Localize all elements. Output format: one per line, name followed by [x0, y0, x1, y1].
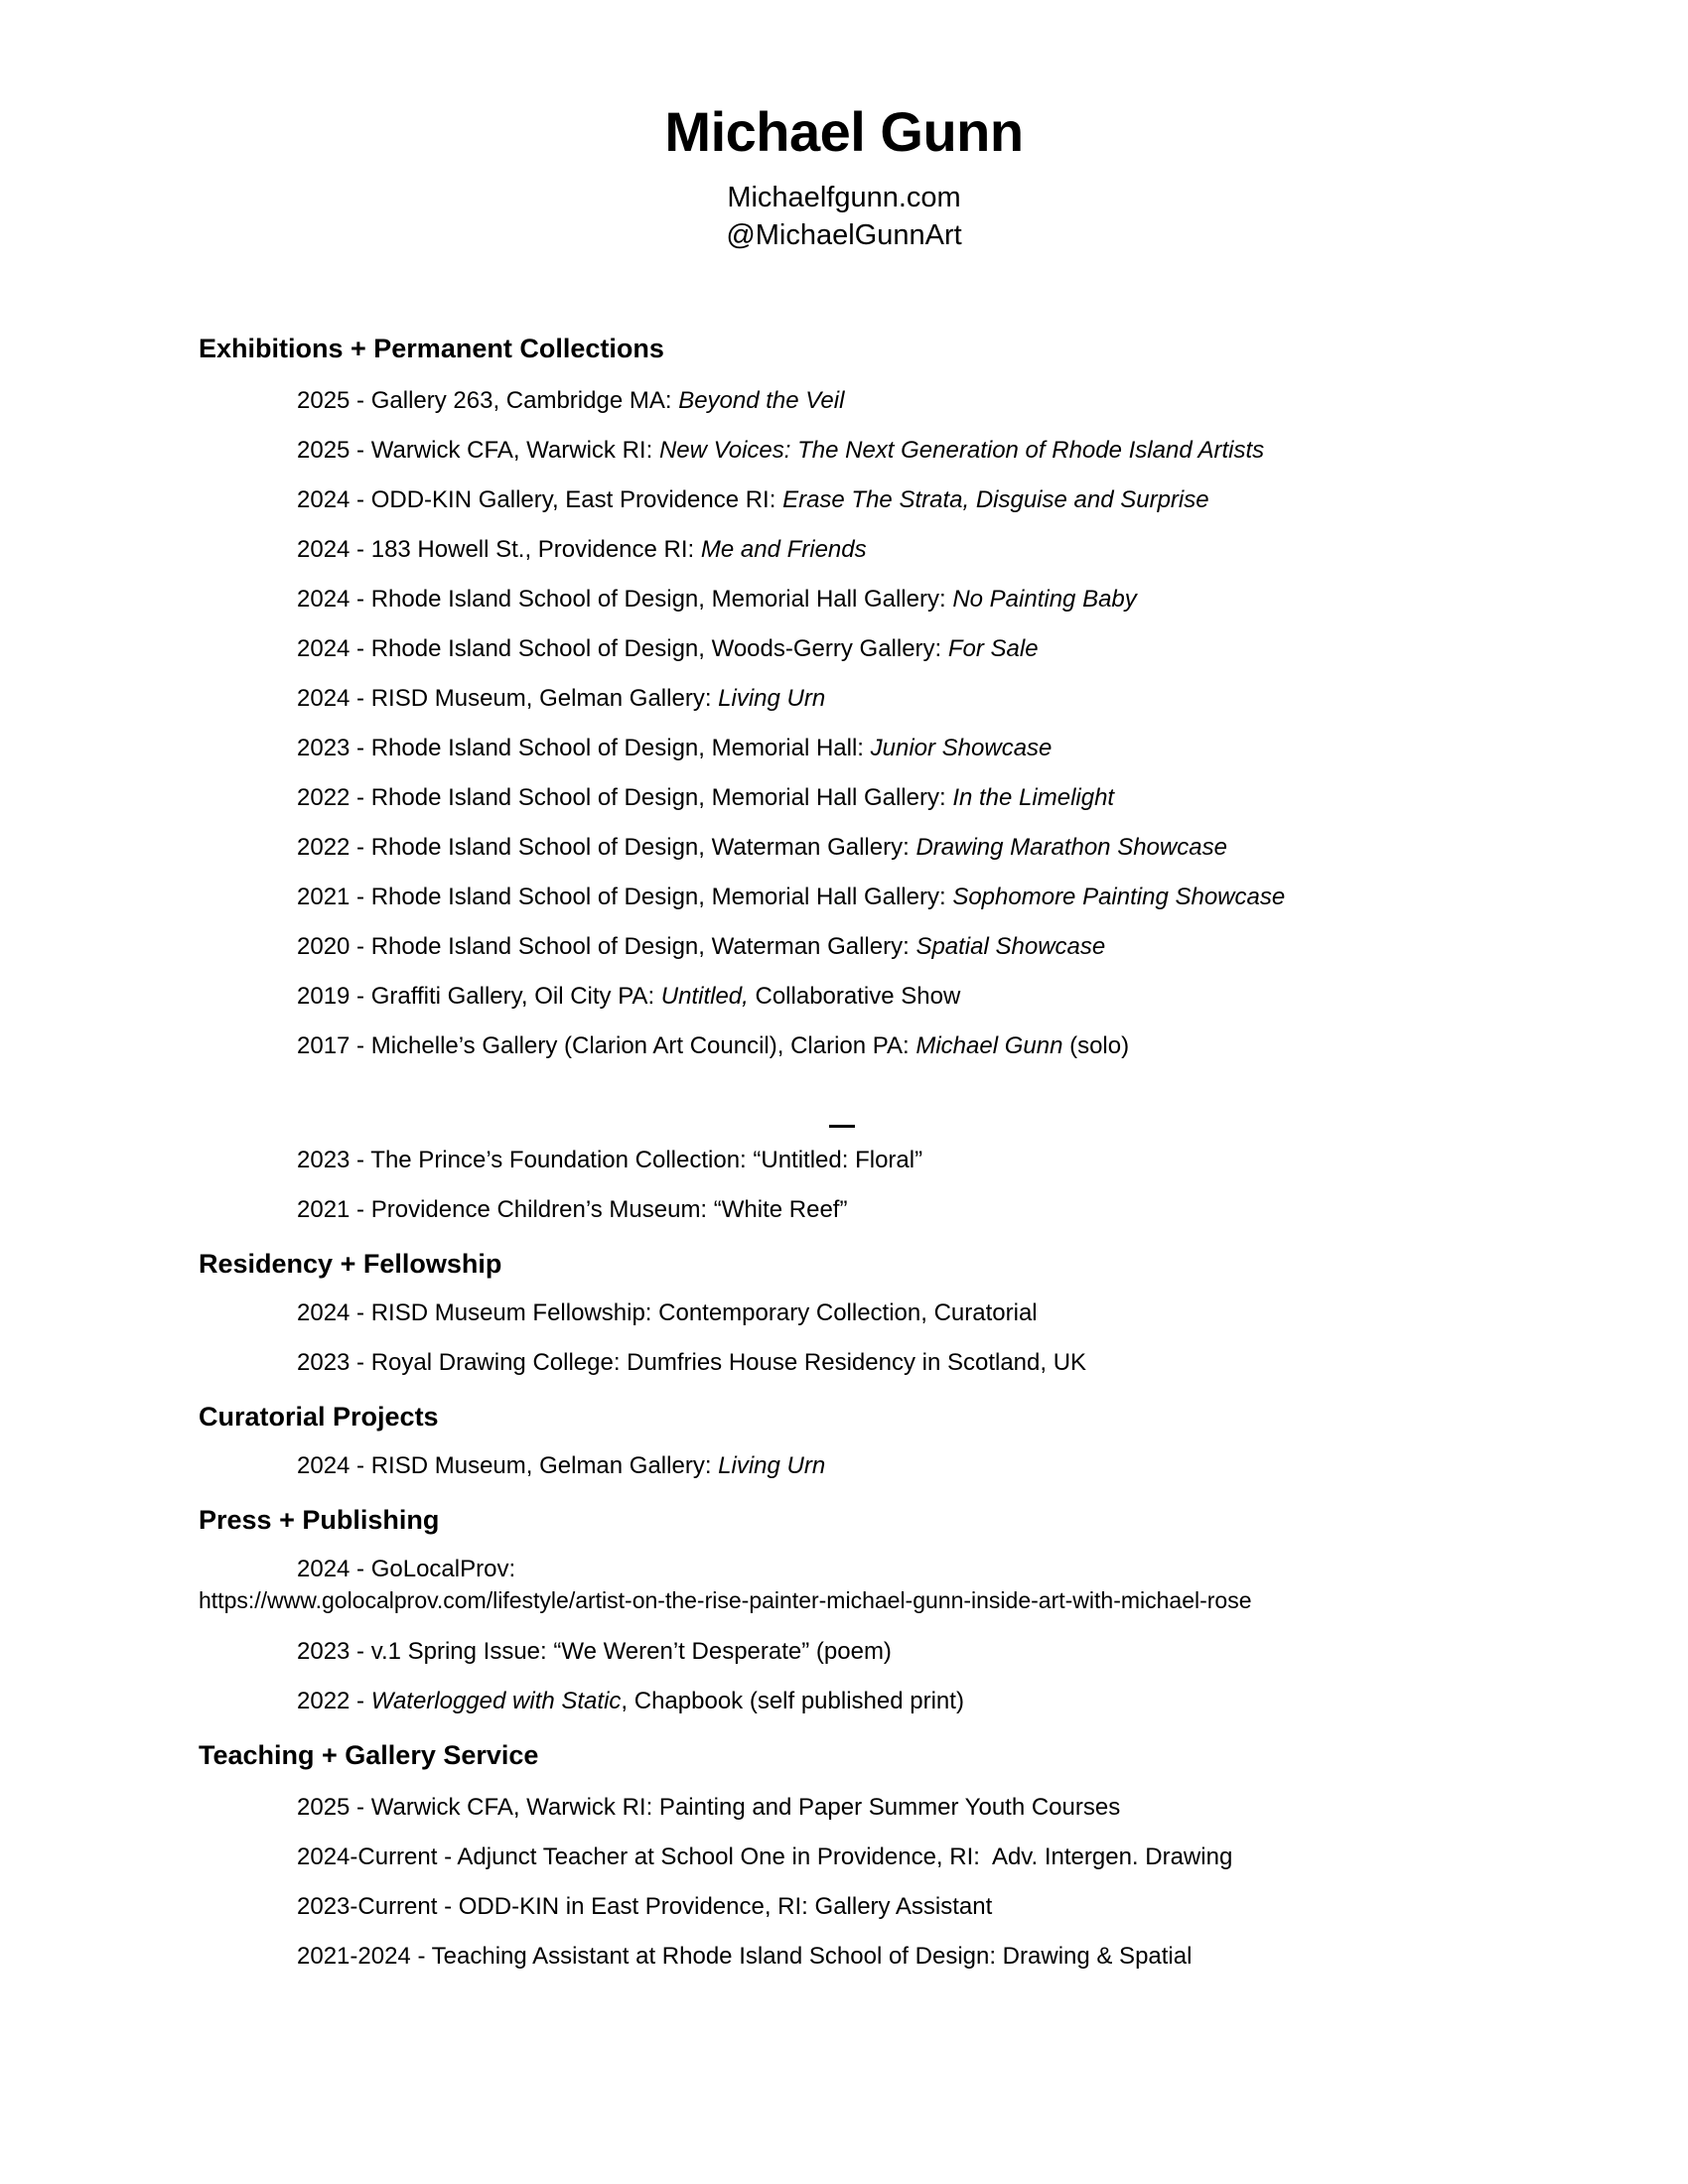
- exhibition-title: For Sale: [947, 635, 1039, 662]
- teaching-item: 2025 - Warwick CFA, Warwick RI: Painting and Paper Summer Youth Courses: [297, 1794, 1121, 1821]
- website-link[interactable]: Michaelfgunn.com: [727, 182, 961, 213]
- exhibition-text: 2025 - Warwick CFA, Warwick RI:: [297, 437, 659, 464]
- curatorial-title: Living Urn: [718, 1452, 826, 1479]
- exhibition-title: Drawing Marathon Showcase: [915, 834, 1227, 861]
- residency-item: 2023 - Royal Drawing College: Dumfries House Residency in Scotland, UK: [297, 1349, 1087, 1376]
- divider-dash: [829, 1125, 855, 1128]
- exhibition-title: Erase The Strata, Disguise and Surprise: [782, 486, 1209, 513]
- exhibition-text: 2020 - Rhode Island School of Design, Waterman Gallery:: [297, 933, 916, 960]
- exhibition-text: 2022 - Rhode Island School of Design, Memorial Hall Gallery:: [297, 784, 953, 811]
- section-title-curatorial: Curatorial Projects: [199, 1402, 439, 1432]
- exhibition-title: Untitled,: [660, 983, 749, 1010]
- press-item: [297, 1686, 964, 1717]
- teaching-item: 2023-Current - ODD-KIN in East Providence, RI: Gallery Assistant: [297, 1893, 993, 1920]
- exhibition-text: 2024 - Rhode Island School of Design, Woods-Gerry Gallery:: [297, 635, 948, 662]
- exhibition-text: 2019 - Graffiti Gallery, Oil City PA:: [297, 983, 661, 1010]
- section-title-press: Press + Publishing: [199, 1505, 440, 1535]
- exhibition-title: Beyond the Veil: [678, 387, 845, 414]
- exhibition-suffix: Collaborative Show: [748, 983, 961, 1010]
- exhibition-item: [297, 584, 1137, 615]
- exhibition-text: 2022 - Rhode Island School of Design, Waterman Gallery:: [297, 834, 916, 861]
- exhibition-title: Sophomore Painting Showcase: [952, 884, 1286, 910]
- exhibition-title: Me and Friends: [700, 536, 867, 563]
- exhibition-title: New Voices: The Next Generation of Rhode Island Artists: [658, 437, 1265, 464]
- teaching-item: [297, 1842, 1232, 1873]
- exhibition-item: [297, 981, 960, 1013]
- exhibition-text: 2024 - 183 Howell St., Providence RI:: [297, 536, 701, 563]
- section-title-exhibitions: Exhibitions + Permanent Collections: [199, 334, 664, 363]
- teaching-item: 2021-2024 - Teaching Assistant at Rhode Island School of Design: Drawing & Spatial: [297, 1943, 1193, 1970]
- curatorial-item: [297, 1450, 825, 1482]
- exhibition-text: 2017 - Michelle’s Gallery (Clarion Art Council), Clarion PA:: [297, 1032, 916, 1059]
- exhibition-text: 2025 - Gallery 263, Cambridge MA:: [297, 387, 679, 414]
- exhibition-title: Living Urn: [718, 685, 826, 712]
- exhibition-text: 2021 - Rhode Island School of Design, Memorial Hall Gallery:: [297, 884, 953, 910]
- social-handle[interactable]: @MichaelGunnArt: [726, 219, 962, 251]
- artist-name: Michael Gunn: [664, 100, 1024, 163]
- exhibition-item: [297, 683, 825, 715]
- exhibition-title: In the Limelight: [952, 784, 1115, 811]
- exhibition-item: [297, 882, 1285, 913]
- exhibition-text: 2024 - ODD-KIN Gallery, East Providence RI:: [297, 486, 783, 513]
- curatorial-text: 2024 - RISD Museum, Gelman Gallery:: [297, 1452, 719, 1479]
- exhibition-text: 2024 - Rhode Island School of Design, Memorial Hall Gallery:: [297, 586, 953, 613]
- exhibition-item: [297, 782, 1114, 814]
- exhibition-item: [297, 832, 1227, 864]
- press-text: 2022 -: [297, 1688, 371, 1714]
- exhibition-item: [297, 1030, 1129, 1062]
- press-item-golocal: 2024 - GoLocalProv:: [297, 1556, 516, 1582]
- exhibition-item: [297, 733, 1052, 764]
- exhibition-item: [297, 484, 1209, 516]
- collection-item: 2021 - Providence Children’s Museum: “White Reef”: [297, 1196, 848, 1223]
- exhibition-item: [297, 385, 844, 417]
- press-item: 2023 - v.1 Spring Issue: “We Weren’t Desperate” (poem): [297, 1638, 892, 1665]
- exhibition-title: Spatial Showcase: [915, 933, 1106, 960]
- press-url-link[interactable]: https://www.golocalprov.com/lifestyle/artist-on-the-rise-painter-michael-gunn-inside-art-with-michael-rose: [199, 1587, 1252, 1613]
- section-title-teaching: Teaching + Gallery Service: [199, 1740, 539, 1770]
- exhibition-suffix: (solo): [1062, 1032, 1130, 1059]
- teaching-text: 2024-Current - Adjunct Teacher at School One in Providence, RI: Adv. Intergen. Drawing: [297, 1843, 1233, 1870]
- exhibition-item: [297, 931, 1105, 963]
- press-title: Waterlogged with Static: [370, 1688, 622, 1714]
- exhibition-title: Junior Showcase: [870, 735, 1053, 761]
- residency-item: 2024 - RISD Museum Fellowship: Contemporary Collection, Curatorial: [297, 1299, 1038, 1326]
- exhibition-item: [297, 534, 867, 566]
- exhibition-text: 2024 - RISD Museum, Gelman Gallery:: [297, 685, 719, 712]
- exhibition-text: 2023 - Rhode Island School of Design, Memorial Hall:: [297, 735, 871, 761]
- exhibition-item: [297, 633, 1039, 665]
- section-title-residency: Residency + Fellowship: [199, 1249, 502, 1279]
- exhibition-title: No Painting Baby: [952, 586, 1137, 613]
- collection-item: 2023 - The Prince’s Foundation Collection: “Untitled: Floral”: [297, 1147, 923, 1173]
- exhibition-item: [297, 435, 1264, 467]
- exhibition-title: Michael Gunn: [915, 1032, 1063, 1059]
- press-suffix: , Chapbook (self published print): [621, 1688, 964, 1714]
